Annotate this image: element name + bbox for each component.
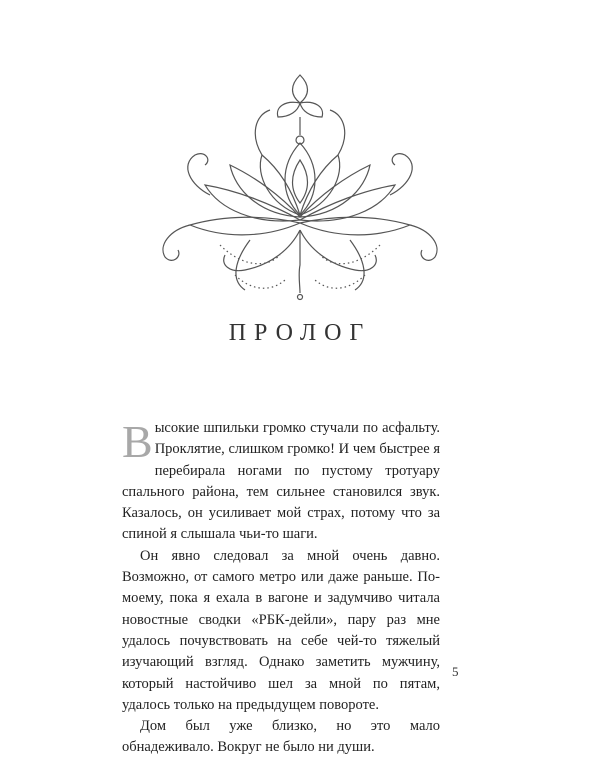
paragraph-3: Дом был уже близко, но это мало обнадеживало. Вокруг не было ни души. [122, 718, 440, 756]
paragraph-2: Он явно следовал за мной очень давно. Возможно, от самого метро или даже раньше. По-моему, пока я ехала в вагоне и задумчиво читала новостные сводки «РБК-дейли», пару раз мне удалось почувствовать на себе чей-то тяжелый изучающий взгляд. Однако заметить мужчину, который настойчиво шел за мной по пятам, удалось только на предыдущем повороте. [122, 547, 440, 713]
chapter-text [122, 418, 440, 759]
chapter-title: ПРОЛОГ [228, 320, 372, 346]
page-number: 5 [452, 664, 459, 679]
lotus-ornament-icon [150, 65, 450, 305]
drop-cap: В [122, 416, 153, 467]
paragraph-1-text: ысокие шпильки громко стучали по асфальту. Проклятие, слишком громко! И чем быстрее я перебирала ногами по пустому тротуару спального района, тем сильнее становился звук. Казалось, он усиливает мой страх, потому что за спиной я слышала чьи-то шаги. [122, 420, 440, 543]
paragraph-1 [122, 418, 440, 546]
